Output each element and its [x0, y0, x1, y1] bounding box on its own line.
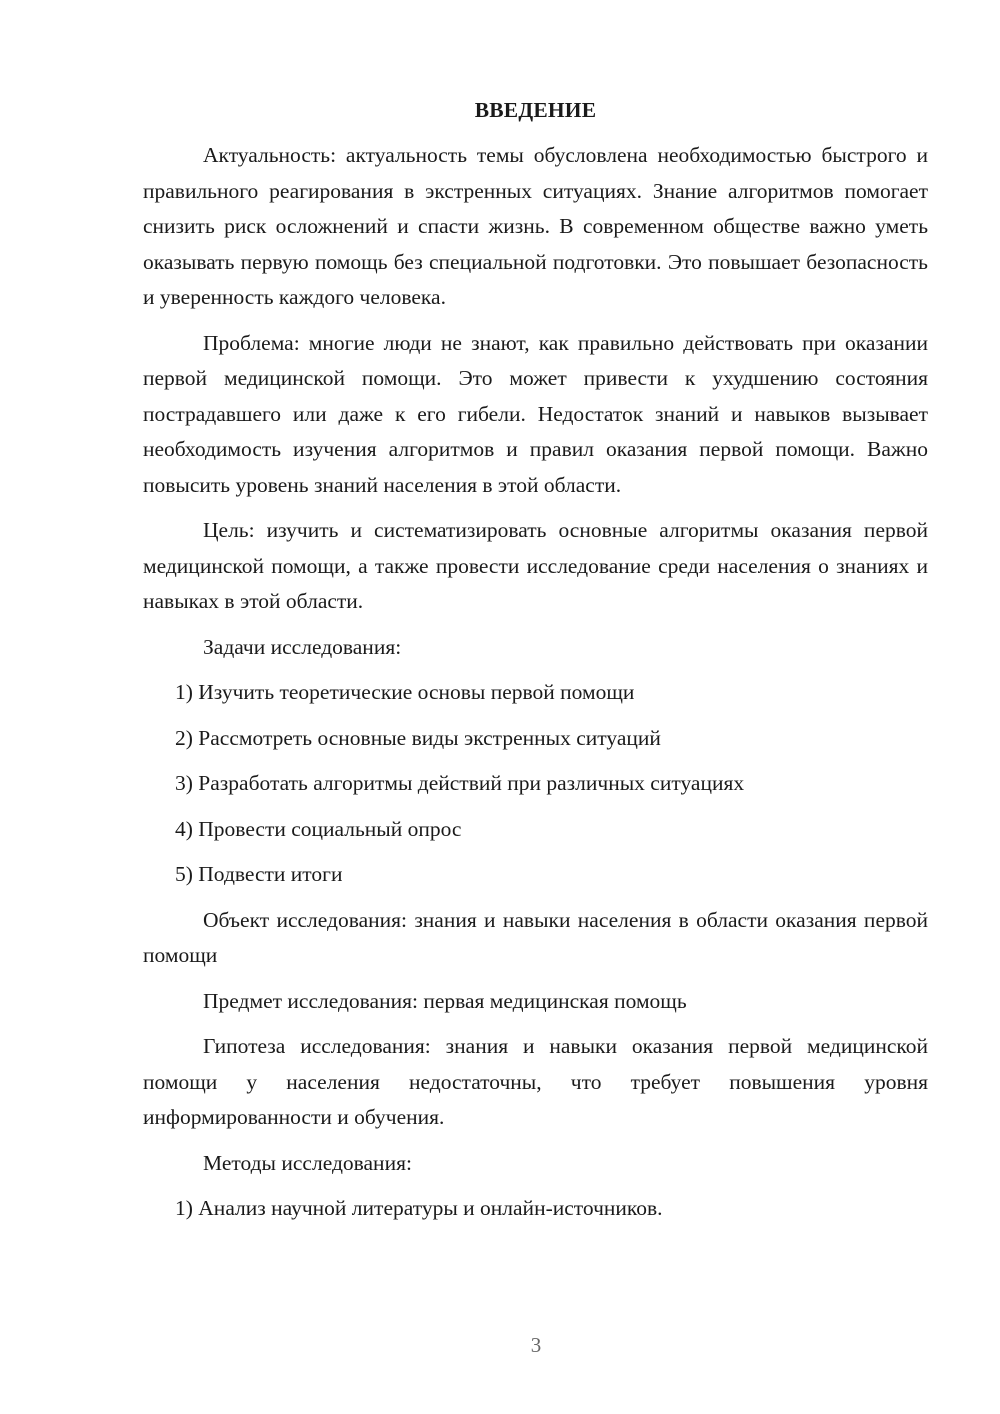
page-number: 3	[530, 1333, 542, 1357]
list-item: 4) Провести социальный опрос	[175, 816, 462, 841]
hypothesis-paragraph: Гипотеза исследования: знания и навыки оказания первой медицинской помощи у населения недостаточны, что требует повышения уровня информированности и обучения.	[143, 1034, 928, 1129]
tasks-list	[143, 675, 928, 893]
list-item: 1) Изучить теоретические основы первой помощи	[175, 680, 635, 704]
goal-paragraph: Цель: изучить и систематизировать основные алгоритмы оказания первой медицинской помощи, а также провести исследование среди населения о знаниях и навыках в этой области.	[143, 518, 928, 613]
methods-heading: Методы исследования:	[203, 1150, 412, 1175]
section-title: ВВЕДЕНИЕ	[474, 98, 597, 122]
relevance-paragraph: Актуальность: актуальность темы обусловлена необходимостью быстрого и правильного реагирования в экстренных ситуациях. Знание алгоритмов помогает снизить риск осложнений и спасти жизнь. В современном обществе важно уметь оказывать первую помощь без специальной подготовки. Это повышает безопасность и уверенность каждого человека.	[143, 143, 928, 309]
list-item: 5) Подвести итоги	[175, 862, 343, 886]
object-paragraph: Объект исследования: знания и навыки населения в области оказания первой помощи	[143, 907, 928, 967]
list-item: 1) Анализ научной литературы и онлайн-источников.	[175, 1196, 663, 1220]
methods-list	[143, 1191, 928, 1227]
tasks-heading: Задачи исследования:	[203, 634, 402, 659]
list-item: 3) Разработать алгоритмы действий при различных ситуациях	[175, 771, 745, 795]
subject-paragraph: Предмет исследования: первая медицинская помощь	[203, 988, 687, 1013]
page-content	[143, 94, 928, 1237]
list-item: 2) Рассмотреть основные виды экстренных ситуаций	[175, 725, 661, 750]
problem-paragraph: Проблема: многие люди не знают, как правильно действовать при оказании первой медицинской помощи. Это может привести к ухудшению состояния пострадавшего или даже к его гибели. Недостаток знаний и навыков вызывает необходимость изучения алгоритмов и правил оказания первой помощи. Важно повысить уровень знаний населения в этой области.	[143, 330, 928, 497]
